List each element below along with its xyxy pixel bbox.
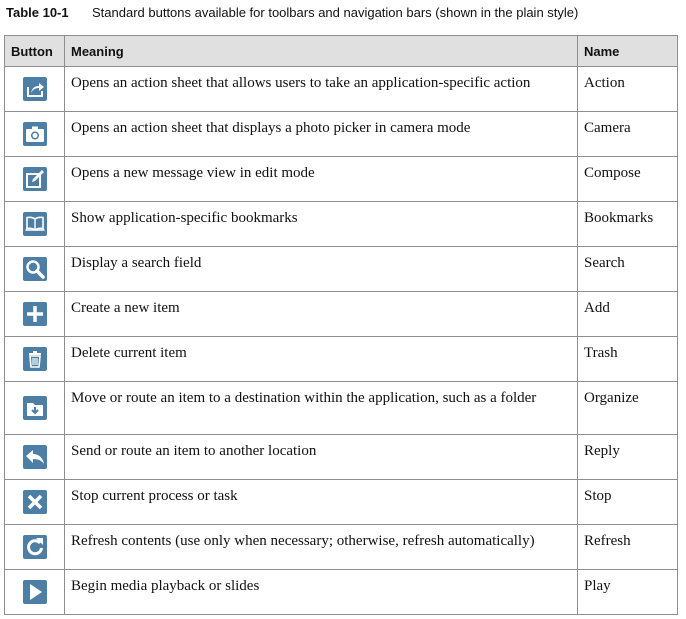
name-cell: Refresh bbox=[578, 525, 678, 570]
table-caption bbox=[6, 4, 578, 22]
button-cell bbox=[5, 67, 65, 112]
action-icon bbox=[22, 76, 48, 102]
table-row bbox=[5, 480, 678, 525]
button-cell bbox=[5, 382, 65, 435]
reply-icon bbox=[22, 444, 48, 470]
trash-icon bbox=[22, 346, 48, 372]
button-cell bbox=[5, 112, 65, 157]
meaning-cell: Create a new item bbox=[65, 292, 578, 337]
play-icon bbox=[22, 579, 48, 605]
button-cell bbox=[5, 525, 65, 570]
table-row bbox=[5, 292, 678, 337]
table-row bbox=[5, 247, 678, 292]
table-title: Standard buttons available for toolbars and navigation bars (shown in the plain style) bbox=[92, 5, 579, 20]
button-cell bbox=[5, 435, 65, 480]
meaning-cell: Opens an action sheet that allows users to take an application-specific action bbox=[65, 67, 578, 112]
compose-icon bbox=[22, 166, 48, 192]
name-cell: Trash bbox=[578, 337, 678, 382]
button-cell bbox=[5, 247, 65, 292]
name-cell: Camera bbox=[578, 112, 678, 157]
button-cell bbox=[5, 157, 65, 202]
button-cell bbox=[5, 292, 65, 337]
name-cell: Stop bbox=[578, 480, 678, 525]
table-row bbox=[5, 570, 678, 615]
header-name: Name bbox=[578, 36, 678, 67]
stop-icon bbox=[22, 489, 48, 515]
buttons-table bbox=[4, 35, 678, 615]
button-cell bbox=[5, 570, 65, 615]
name-cell: Bookmarks bbox=[578, 202, 678, 247]
button-cell bbox=[5, 480, 65, 525]
meaning-cell: Delete current item bbox=[65, 337, 578, 382]
table-row bbox=[5, 525, 678, 570]
table-row bbox=[5, 435, 678, 480]
meaning-cell: Show application-specific bookmarks bbox=[65, 202, 578, 247]
meaning-cell: Send or route an item to another location bbox=[65, 435, 578, 480]
organize-icon bbox=[22, 395, 48, 421]
table-row bbox=[5, 202, 678, 247]
name-cell: Organize bbox=[578, 382, 678, 435]
table-number: Table 10-1 bbox=[6, 5, 69, 20]
name-cell: Reply bbox=[578, 435, 678, 480]
meaning-cell: Display a search field bbox=[65, 247, 578, 292]
search-icon bbox=[22, 256, 48, 282]
name-cell: Compose bbox=[578, 157, 678, 202]
meaning-cell: Opens an action sheet that displays a photo picker in camera mode bbox=[65, 112, 578, 157]
meaning-cell: Refresh contents (use only when necessary; otherwise, refresh automatically) bbox=[65, 525, 578, 570]
name-cell: Play bbox=[578, 570, 678, 615]
meaning-cell: Opens a new message view in edit mode bbox=[65, 157, 578, 202]
button-cell bbox=[5, 337, 65, 382]
name-cell: Action bbox=[578, 67, 678, 112]
table-header-row bbox=[5, 36, 678, 67]
camera-icon bbox=[22, 121, 48, 147]
table-row bbox=[5, 112, 678, 157]
table-row bbox=[5, 337, 678, 382]
button-cell bbox=[5, 202, 65, 247]
meaning-cell: Move or route an item to a destination within the application, such as a folder bbox=[65, 382, 578, 435]
header-button: Button bbox=[5, 36, 65, 67]
table-row bbox=[5, 67, 678, 112]
table-row bbox=[5, 382, 678, 435]
header-meaning: Meaning bbox=[65, 36, 578, 67]
name-cell: Add bbox=[578, 292, 678, 337]
table-row bbox=[5, 157, 678, 202]
meaning-cell: Stop current process or task bbox=[65, 480, 578, 525]
add-icon bbox=[22, 301, 48, 327]
refresh-icon bbox=[22, 534, 48, 560]
bookmarks-icon bbox=[22, 211, 48, 237]
name-cell: Search bbox=[578, 247, 678, 292]
meaning-cell: Begin media playback or slides bbox=[65, 570, 578, 615]
